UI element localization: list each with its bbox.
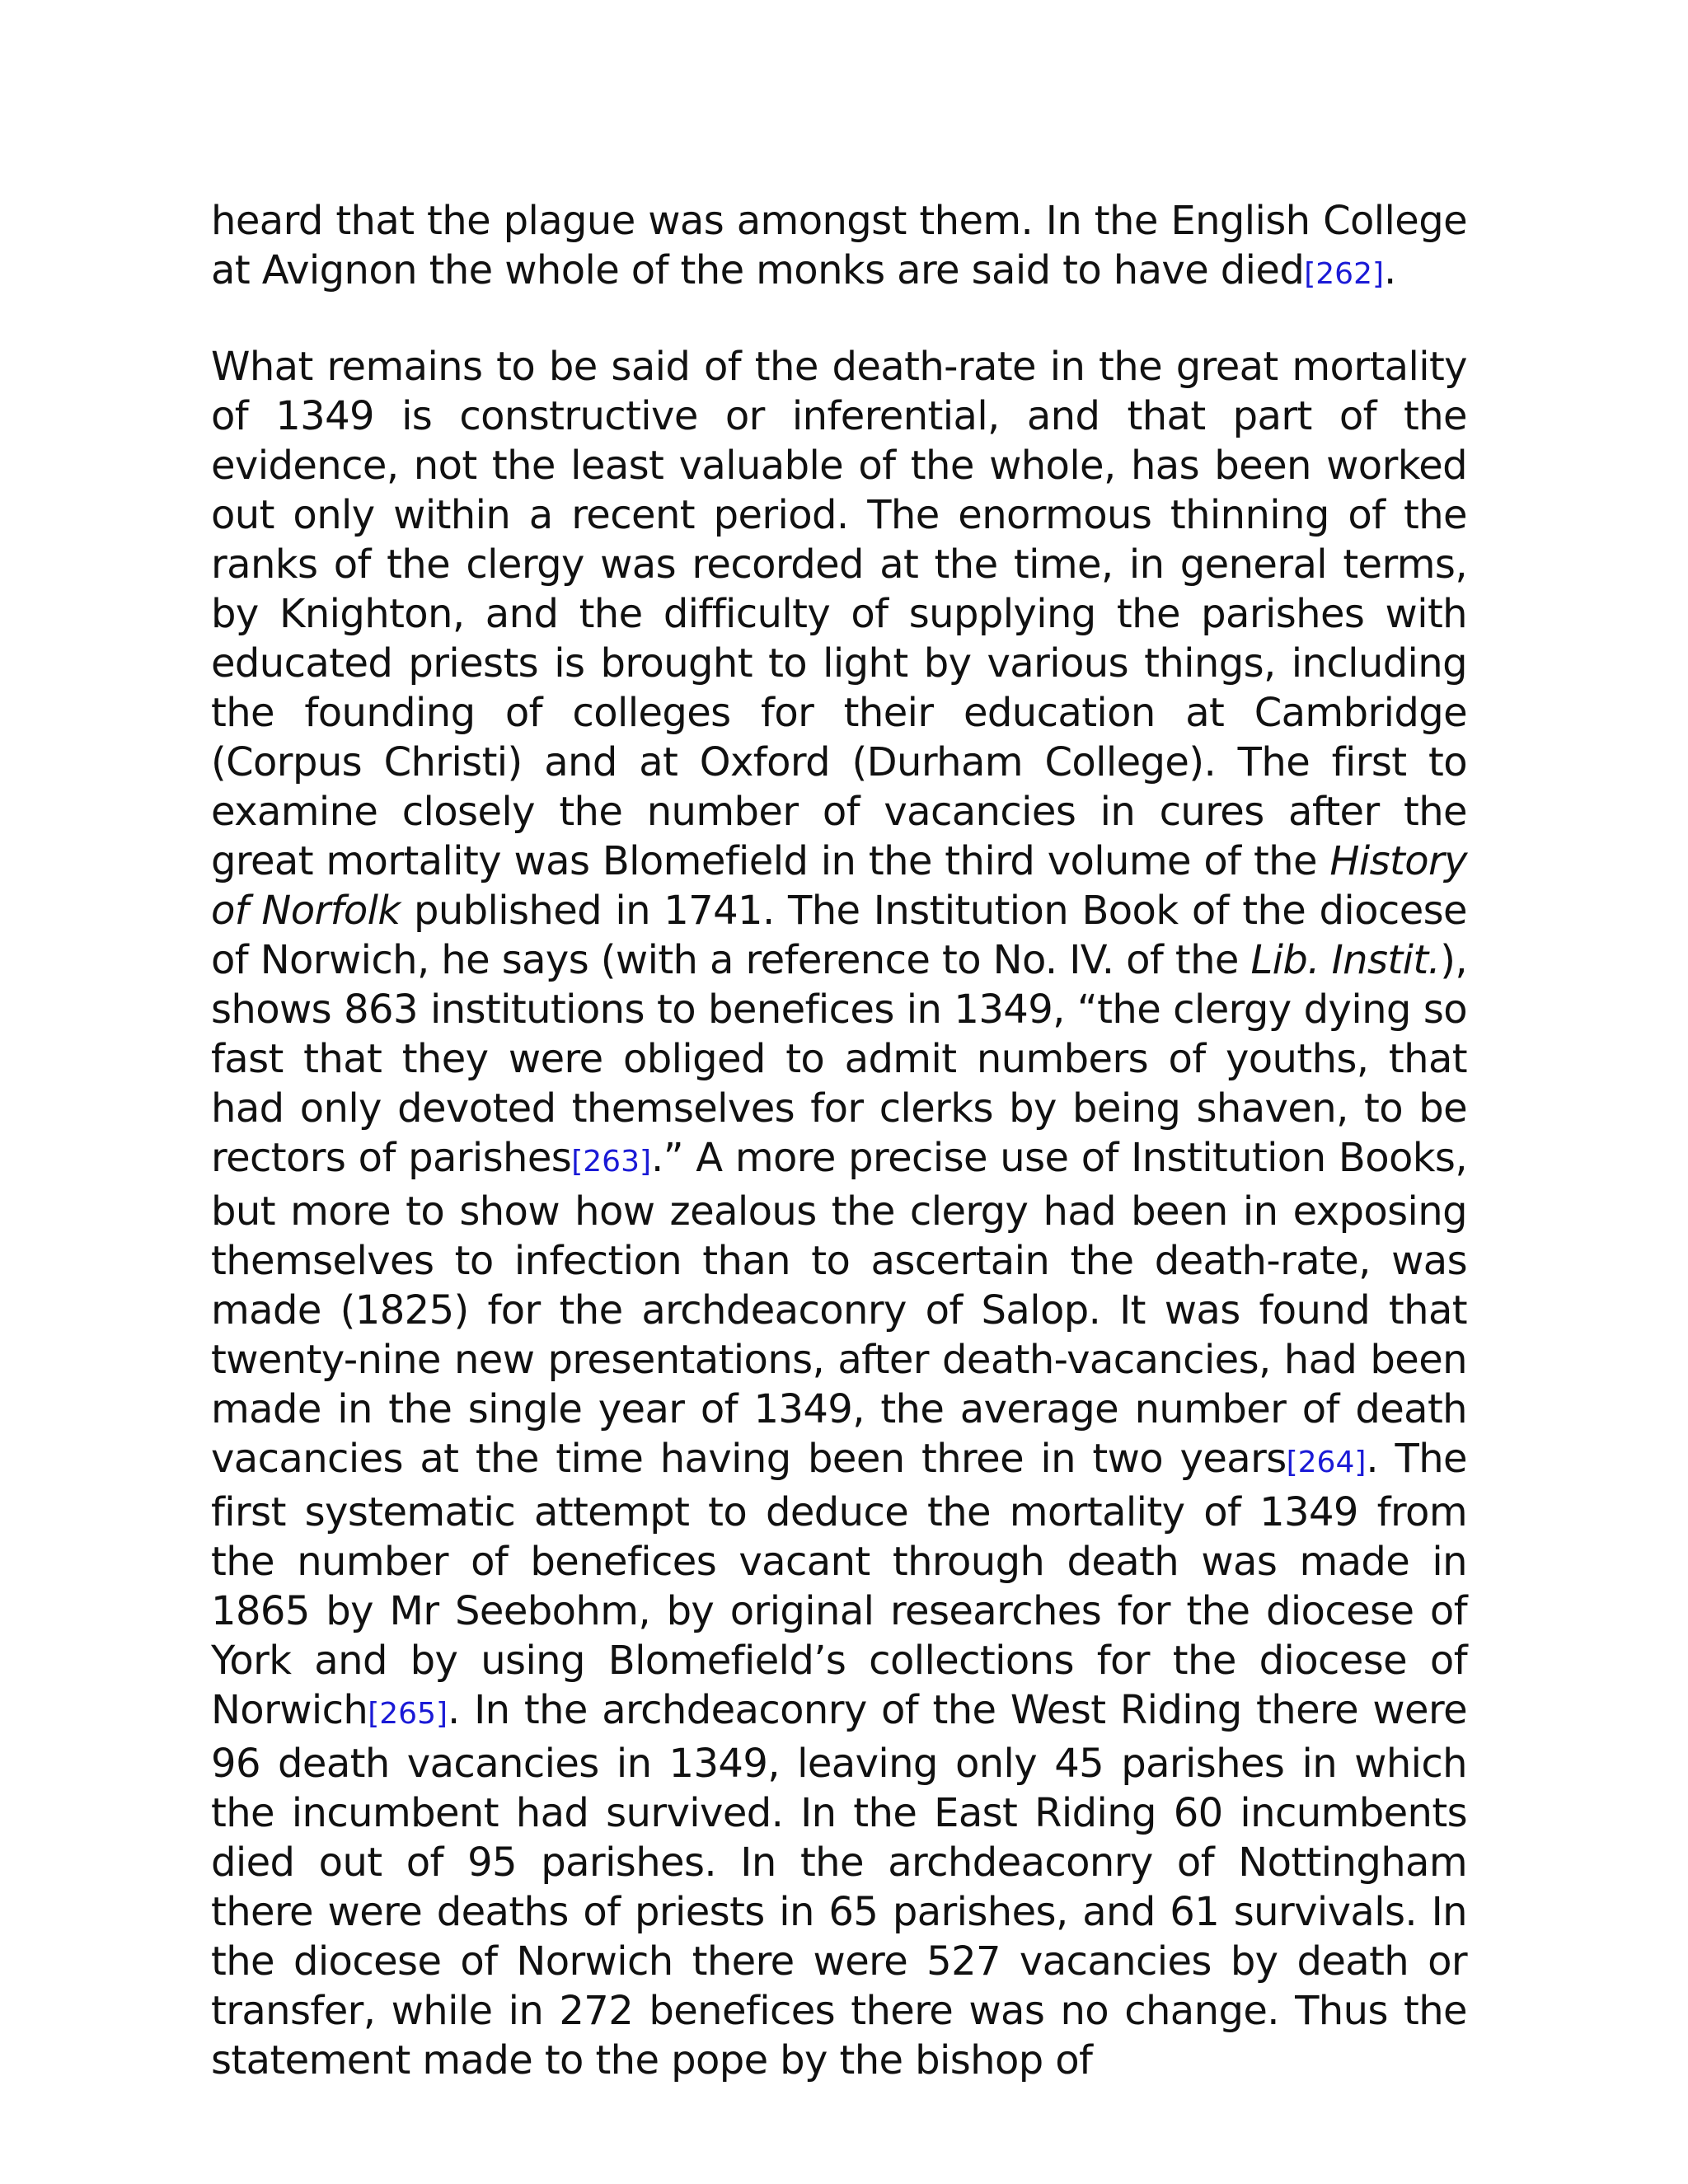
footnote-link-263[interactable]: [263] (571, 1145, 652, 1179)
page-text-column (211, 196, 1467, 2085)
paragraph-2-text-5: . The first systematic attempt to deduce the mortality of 1349 from the number of benefices vacant through death was made in 1865 by Mr Seebohm, by original researches for the diocese of York and by using Blomefield’s collections for the diocese of Norwich (211, 1436, 1467, 1733)
paragraph-2-text-2: published in 1741. The Institution Book of the diocese of Norwich, he says (with a reference to No. IV. of the (211, 888, 1467, 983)
paragraph-1-text-1: heard that the plague was amongst them. In the English College at Avignon the whole of the monks are said to have died (211, 198, 1467, 293)
paragraph-1-text-2: . (1384, 247, 1396, 293)
footnote-link-265[interactable]: [265] (368, 1697, 448, 1731)
italic-lib-instit: Lib. Instit. (1250, 937, 1441, 983)
paragraph-2-text-4: .” A more precise use of Institution Books, but more to show how zealous the clergy had been in exposing themselves to infection than to ascertain the death-rate, was made (1825) for the archdeaconry of Salop. It was found that twenty-nine new presentations, after death-vacancies, had been made in the single year of 1349, the average number of death vacancies at the time having been three in two years (211, 1135, 1467, 1482)
italic-title-history-of-norfolk: History of Norfolk (211, 838, 1467, 934)
paragraph-1 (211, 196, 1467, 299)
paragraph-2-text-3: ), shows 863 institutions to benefices in 1349, “the clergy dying so fast that they were obliged to admit numbers of youths, that had only devoted themselves for clerks by being shaven, to be rectors of parishes (211, 937, 1467, 1181)
paragraph-2 (211, 342, 1467, 2085)
paragraph-2-text-6: . In the archdeaconry of the West Riding there were 96 death vacancies in 1349, leaving only 45 parishes in which the incumbent had survived. In the East Riding 60 incumbents died out of 95 parishes. In the archdeaconry of Nottingham there were deaths of priests in 65 parishes, and 61 survivals. In the diocese of Norwich there were 527 vacancies by death or transfer, while in 272 benefices there was no change. Thus the statement made to the pope by the bishop of (211, 1687, 1467, 2083)
paragraph-2-text-1: What remains to be said of the death-rate in the great mortality of 1349 is constructive or inferential, and that part of the evidence, not the least valuable of the whole, has been worked out only within a recent period. The enormous thinning of the ranks of the clergy was recorded at the time, in general terms, by Knighton, and the difficulty of supplying the parishes with educated priests is brought to light by various things, including the founding of colleges for their education at Cambridge (Corpus Christi) and at Oxford (Durham College). The first to examine closely the number of vacancies in cures after the great mortality was Blomefield in the third volume of the (211, 344, 1467, 884)
footnote-link-262[interactable]: [262] (1304, 257, 1385, 291)
footnote-link-264[interactable]: [264] (1286, 1446, 1367, 1479)
